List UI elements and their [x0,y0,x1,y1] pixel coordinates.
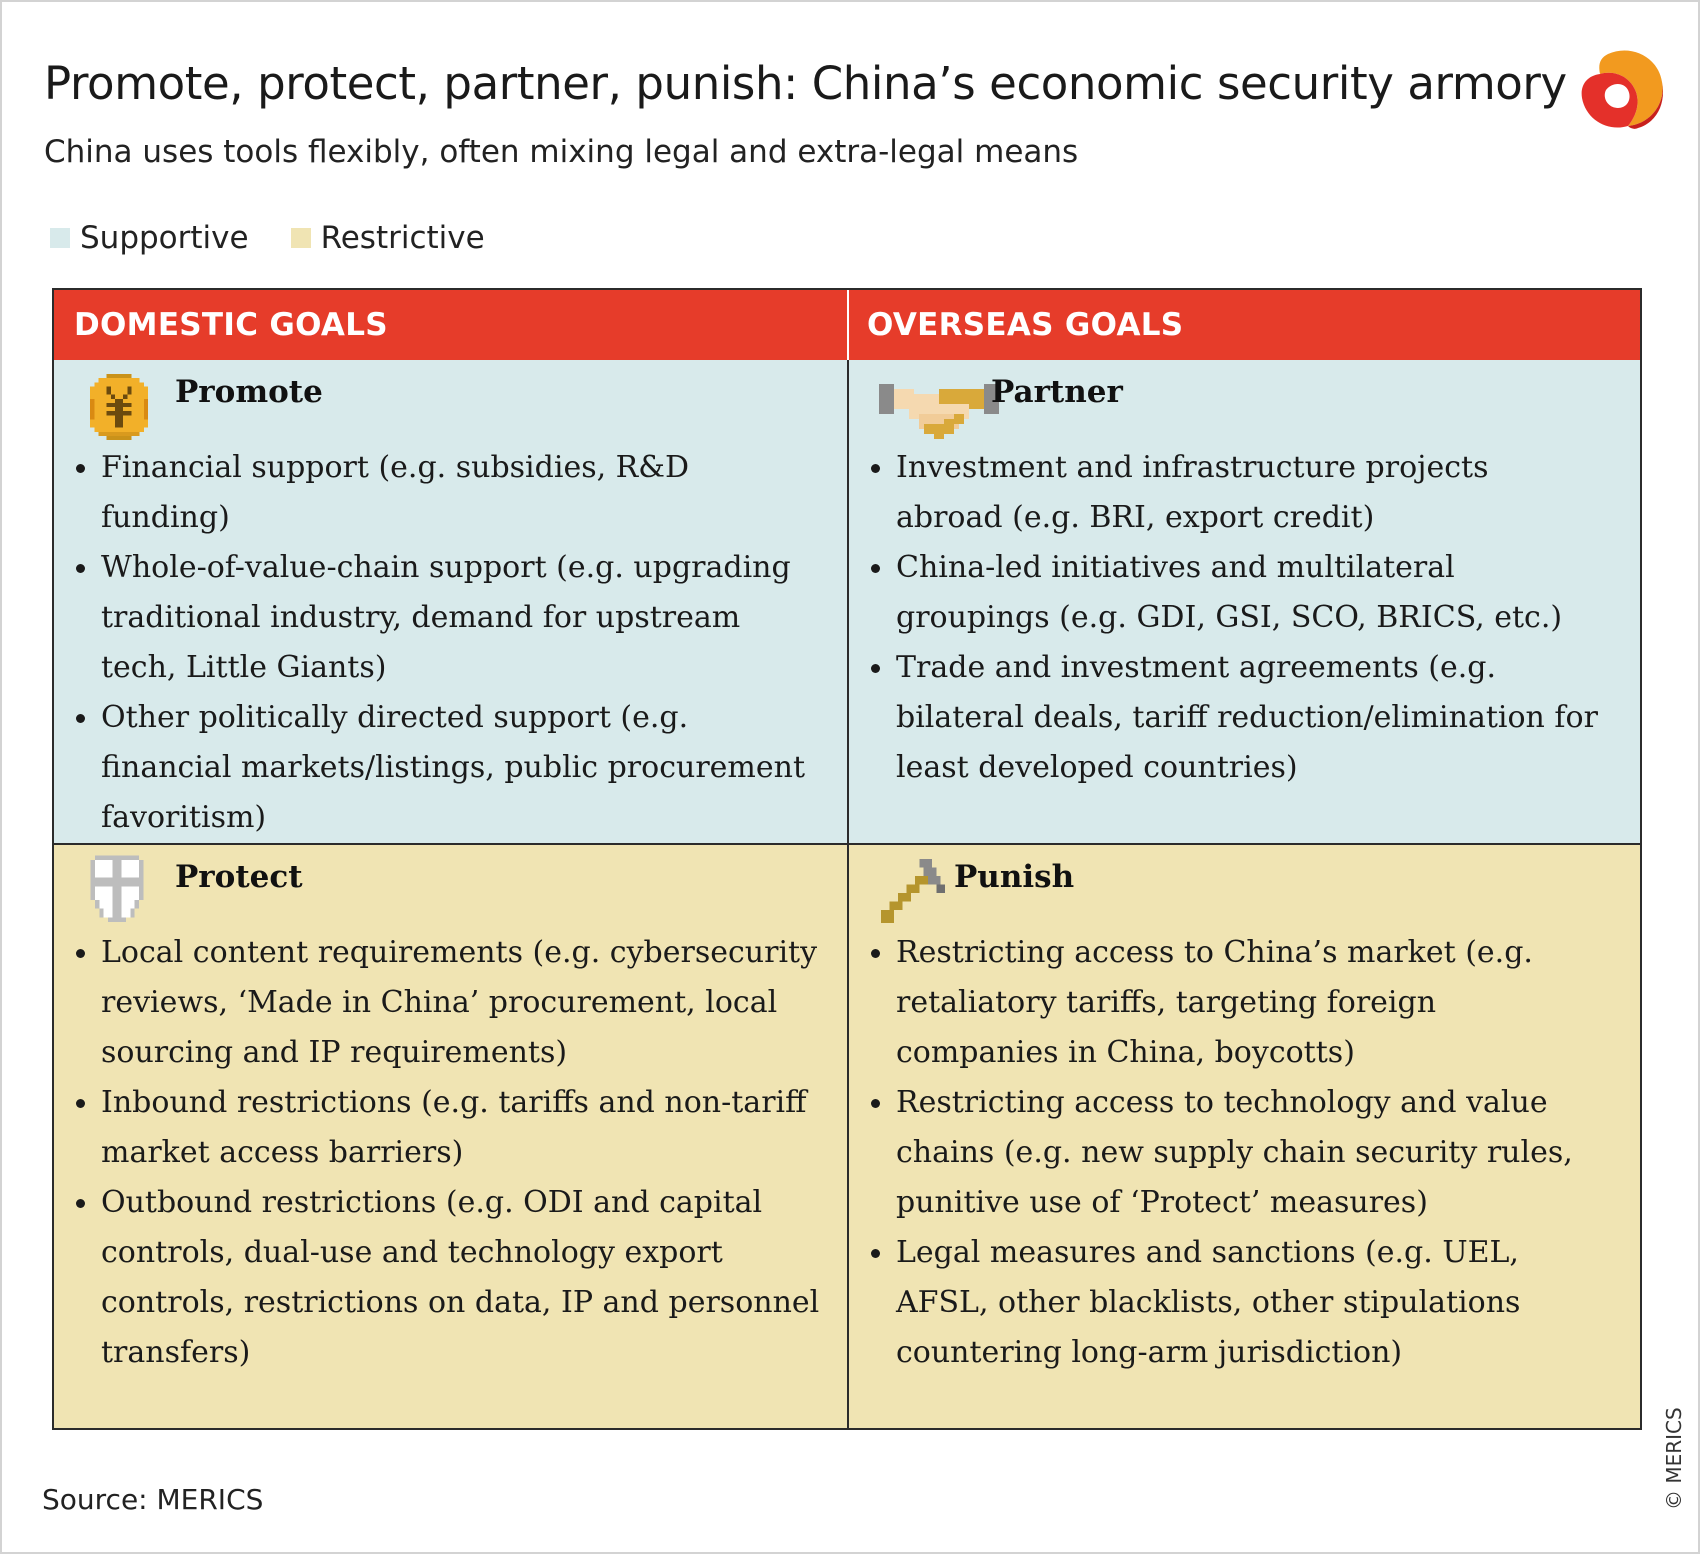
goals-matrix [52,288,1642,1430]
legend [50,220,527,256]
cell-promote [54,360,847,843]
partner-item-3: Trade and investment agreements (e.g. bilateral deals, tariff reduction/elimination for least developed countries) [871,643,1601,793]
punish-item-1: Restricting access to China’s market (e.g. retaliatory tariffs, targeting foreign companies in China, boycotts) [871,928,1601,1078]
cell-title-protect: Protect [175,859,303,895]
source-note: Source: MERICS [42,1483,264,1516]
hammer-icon [881,859,949,927]
protect-item-3: Outbound restrictions (e.g. ODI and capital controls, dual-use and technology export controls, restrictions on data, IP and personnel transfers) [76,1178,826,1378]
column-header-overseas: OVERSEAS GOALS [849,290,1640,360]
cell-partner [849,360,1640,843]
protect-item-1: Local content requirements (e.g. cybersecurity reviews, ‘Made in China’ procurement, local sourcing and IP requirements) [76,928,826,1078]
header-divider [847,290,849,360]
column-divider [847,290,849,1428]
merics-logo-icon [1578,46,1664,132]
handshake-icon [879,374,999,444]
yuan-coin-icon [86,374,152,440]
partner-item-2: China-led initiatives and multilateral groupings (e.g. GDI, GSI, SCO, BRICS, etc.) [871,543,1601,643]
punish-item-2: Restricting access to technology and value chains (e.g. new supply chain security rules, punitive use of ‘Protect’ measures) [871,1078,1601,1228]
punish-list [871,928,1601,1378]
page-subtitle: China uses tools flexibly, often mixing legal and extra-legal means [44,134,1079,170]
shield-icon [86,855,148,927]
protect-list [76,928,826,1378]
legend-item-restrictive [291,220,485,256]
legend-swatch-supportive [50,228,70,248]
partner-list [871,443,1601,793]
legend-label-restrictive: Restrictive [320,220,485,256]
promote-item-1: Financial support (e.g. subsidies, R&D funding) [76,443,816,543]
promote-item-2: Whole-of-value-chain support (e.g. upgrading traditional industry, demand for upstream tech, Little Giants) [76,543,816,693]
cell-punish [849,845,1640,1428]
promote-list [76,443,816,843]
legend-item-supportive [50,220,249,256]
cell-protect [54,845,847,1428]
legend-label-supportive: Supportive [80,220,249,256]
cell-title-partner: Partner [991,374,1123,410]
row-divider [54,843,1640,845]
protect-item-2: Inbound restrictions (e.g. tariffs and non-tariff market access barriers) [76,1078,826,1178]
cell-title-promote: Promote [175,374,323,410]
partner-item-1: Investment and infrastructure projects abroad (e.g. BRI, export credit) [871,443,1601,543]
column-header-domestic: DOMESTIC GOALS [54,290,847,360]
punish-item-3: Legal measures and sanctions (e.g. UEL, AFSL, other blacklists, other stipulations countering long-arm jurisdiction) [871,1228,1601,1378]
copyright-note: © MERICS [1662,1407,1686,1510]
promote-item-3: Other politically directed support (e.g. financial markets/listings, public procurement favoritism) [76,693,816,843]
page-title: Promote, protect, partner, punish: China’s economic security armory [44,57,1567,110]
cell-title-punish: Punish [954,859,1075,895]
legend-swatch-restrictive [291,228,311,248]
